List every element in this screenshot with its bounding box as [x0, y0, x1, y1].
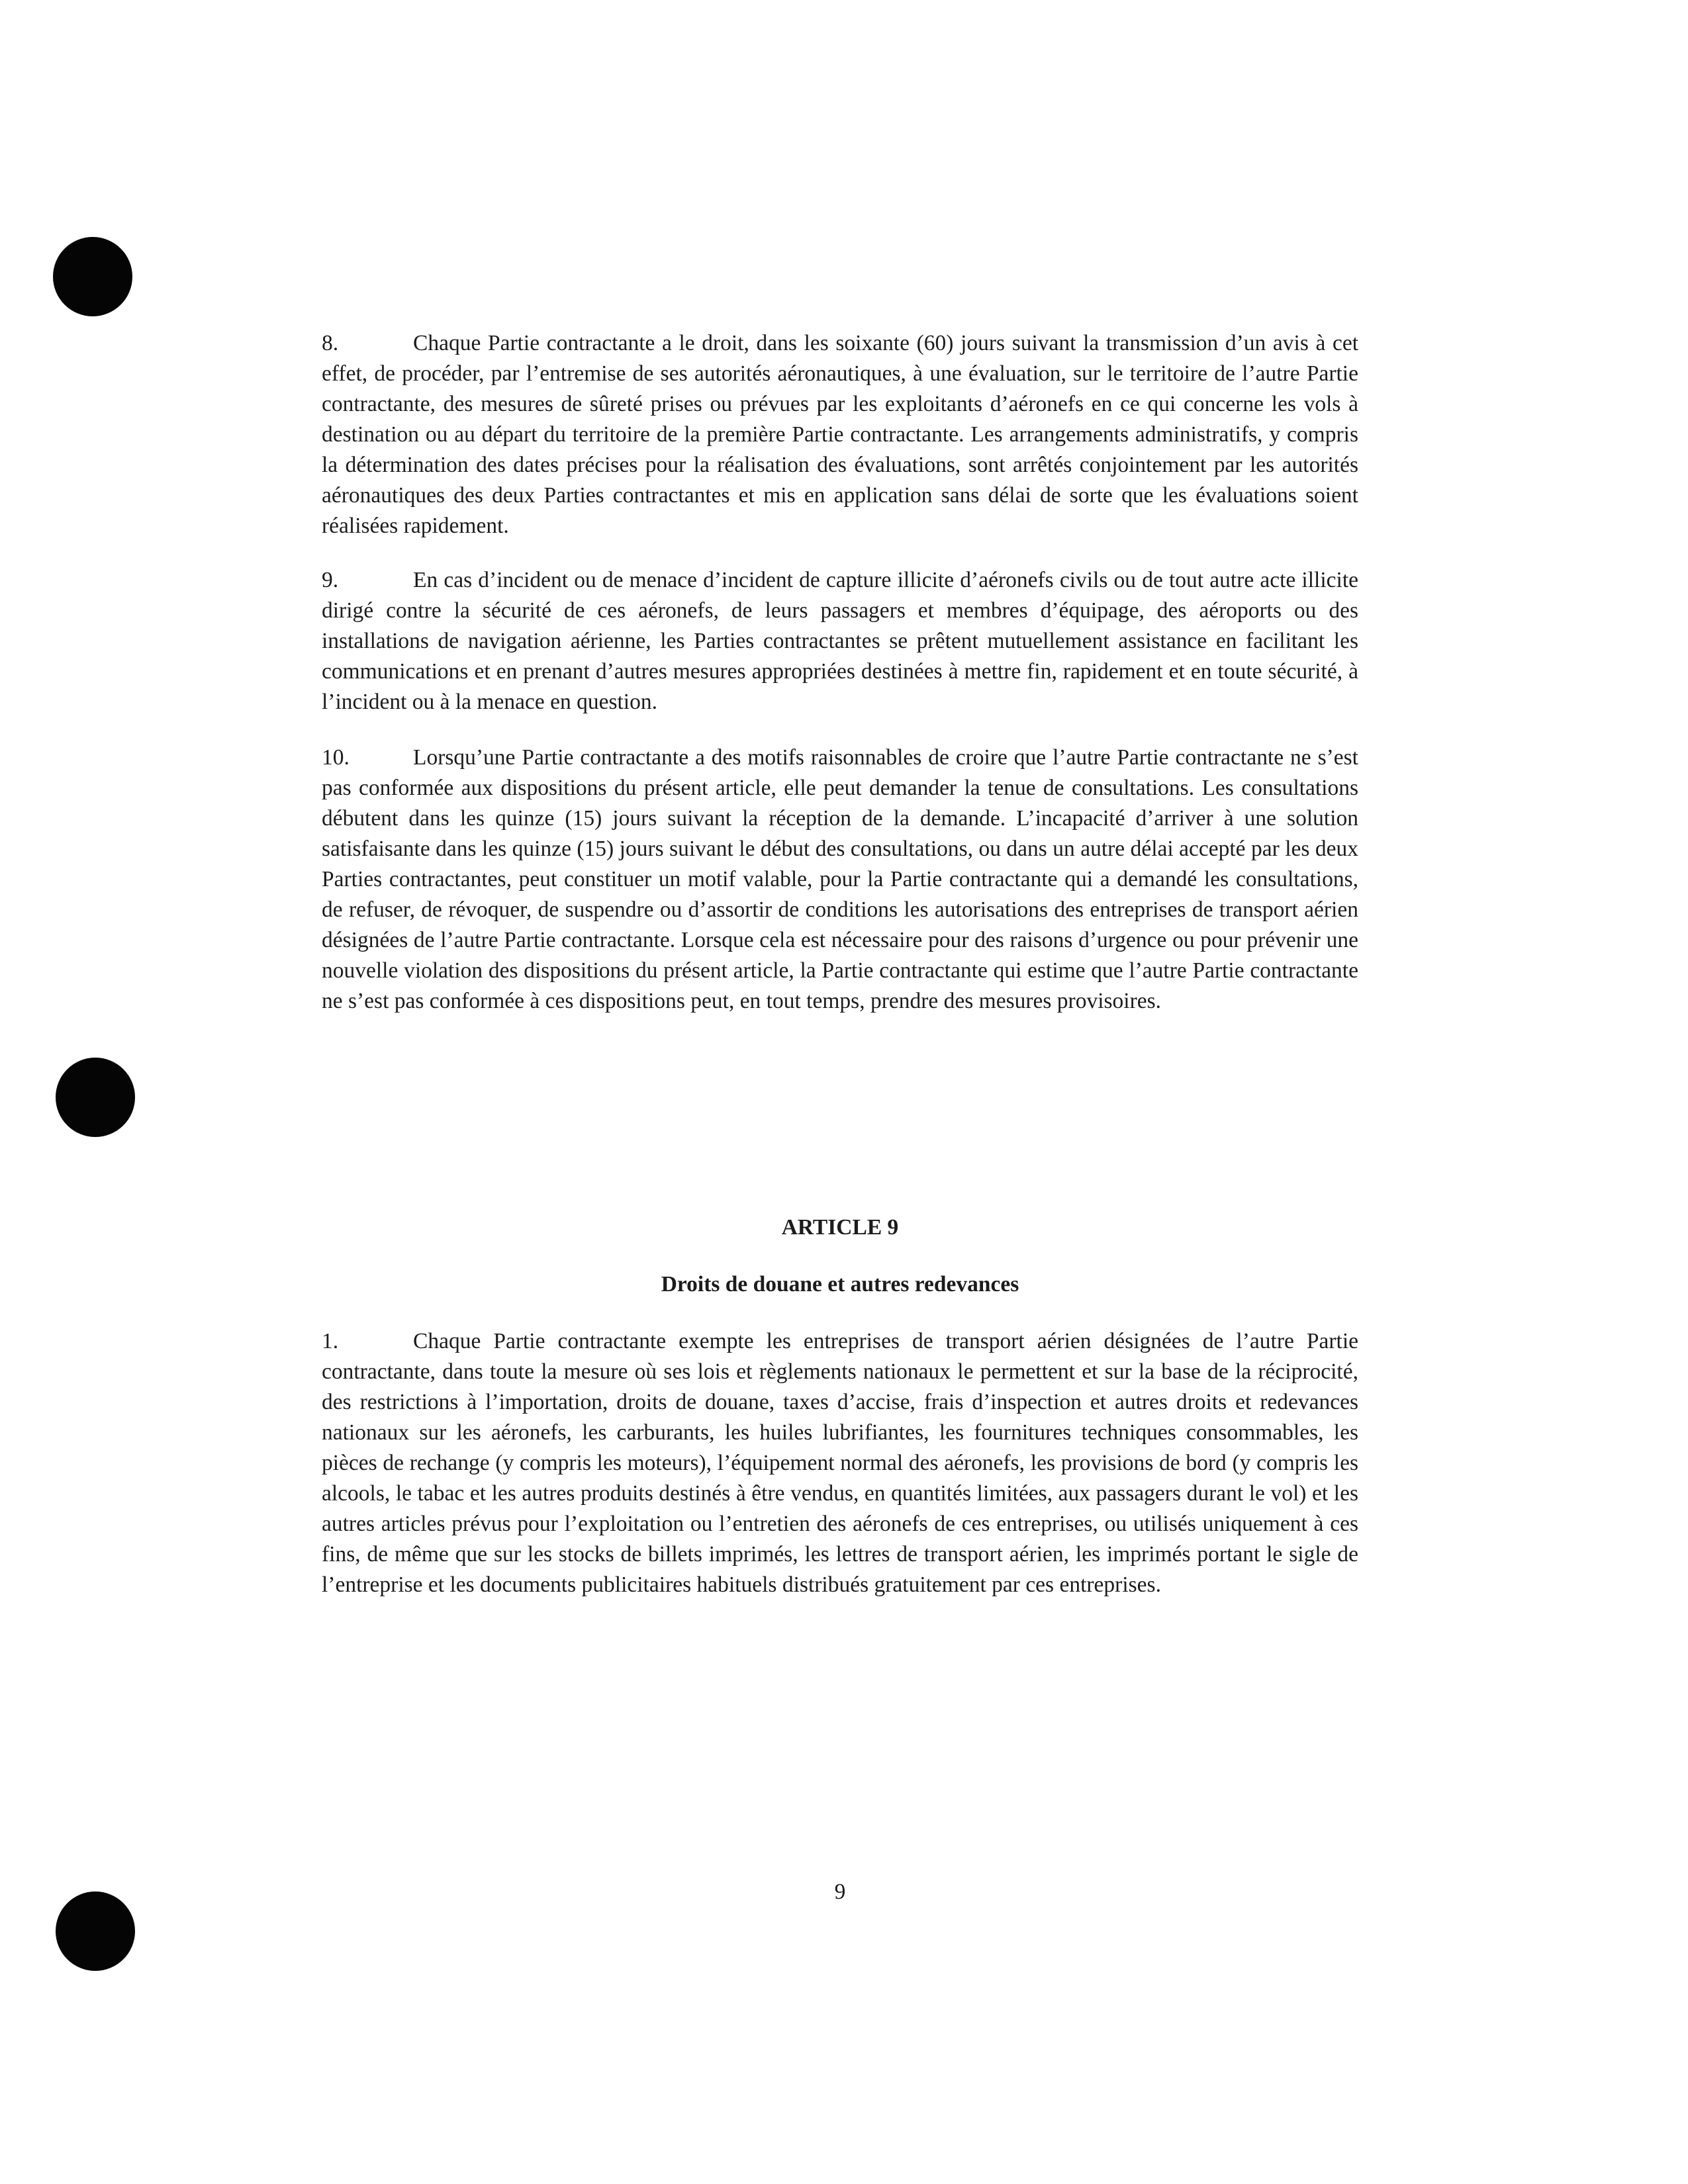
paragraph-text: En cas d’incident ou de menace d’incident de capture illicite d’aéronefs civils ou de tout autre acte illicite dirigé contre la sécurité de ces aéronefs, de leurs passagers et membres d’équipage, des aéroports ou des installations de navigation aérienne, les Parties contractantes se prêtent mutuellement assistance en facilitant les communications et en prenant d’autres mesures appropriées destinées à mettre fin, rapidement et en toute sécurité, à l’incident ou à la menace en question. [322, 568, 1358, 714]
punch-hole-bottom [56, 1891, 135, 1971]
paragraph-number: 10. [322, 745, 350, 770]
punch-hole-top [53, 237, 132, 316]
article-heading: ARTICLE 9 [781, 1215, 899, 1240]
article-paragraph-1 [322, 1326, 1358, 1600]
paragraph-9 [322, 565, 1358, 717]
paragraph-text: Chaque Partie contractante exempte les entreprises de transport aérien désignées de l’autre Partie contractante, dans toute la mesure où ses lois et règlements nationaux le permettent et sur la base de la réciprocité, des restrictions à l’importation, droits de douane, taxes d’accise, frais d’inspection et autres droits et redevances nationaux sur les aéronefs, les carburants, les huiles lubrifiantes, les fournitures techniques consommables, les pièces de rechange (y compris les moteurs), l’équipement normal des aéronefs, les provisions de bord (y compris les alcools, le tabac et les autres produits destinés à être vendus, en quantités limitées, aux passagers durant le vol) et les autres articles prévus pour l’exploitation ou l’entretien des aéronefs de ces entreprises, ou utilisés uniquement à ces fins, de même que sur les stocks de billets imprimés, les lettres de transport aérien, les imprimés portant le sigle de l’entreprise et les documents publicitaires habituels distribués gratuitement par ces entreprises. [322, 1329, 1358, 1597]
paragraph-number: 9. [322, 568, 339, 592]
article-title: Droits de douane et autres redevances [661, 1272, 1019, 1297]
paragraph-text: Lorsqu’une Partie contractante a des motifs raisonnables de croire que l’autre Partie contractante ne s’est pas conformée aux dispositions du présent article, elle peut demander la tenue de consultations. Les consultations débutent dans les quinze (15) jours suivant la réception de la demande. L’incapacité d’arriver à une solution satisfaisante dans les quinze (15) jours suivant le début des consultations, ou dans un autre délai accepté par les deux Parties contractantes, peut constituer un motif valable, pour la Partie contractante qui a demandé les consultations, de refuser, de révoquer, de suspendre ou d’assortir de conditions les autorisations des entreprises de transport aérien désignées de l’autre Partie contractante. Lorsque cela est nécessaire pour des raisons d’urgence ou pour prévenir une nouvelle violation des dispositions du présent article, la Partie contractante qui estime que l’autre Partie contractante ne s’est pas conformée à ces dispositions peut, en tout temps, prendre des mesures provisoires. [322, 745, 1358, 1013]
paragraph-10 [322, 743, 1358, 1017]
paragraph-number: 8. [322, 331, 339, 355]
paragraph-text: Chaque Partie contractante a le droit, dans les soixante (60) jours suivant la transmission d’un avis à cet effet, de procéder, par l’entremise de ses autorités aéronautiques, à une évaluation, sur le territoire de l’autre Partie contractante, des mesures de sûreté prises ou prévues par les exploitants d’aéronefs en ce qui concerne les vols à destination ou au départ du territoire de la première Partie contractante. Les arrangements administratifs, y compris la détermination des dates précises pour la réalisation des évaluations, sont arrêtés conjointement par les autorités aéronautiques des deux Parties contractantes et mis en application sans délai de sorte que les évaluations soient réalisées rapidement. [322, 331, 1358, 538]
punch-hole-middle [56, 1058, 135, 1137]
document-body [322, 328, 1358, 1017]
page-number: 9 [834, 1880, 846, 1904]
paragraph-number: 1. [322, 1329, 339, 1353]
paragraph-8 [322, 328, 1358, 541]
article-body [322, 1326, 1358, 1600]
